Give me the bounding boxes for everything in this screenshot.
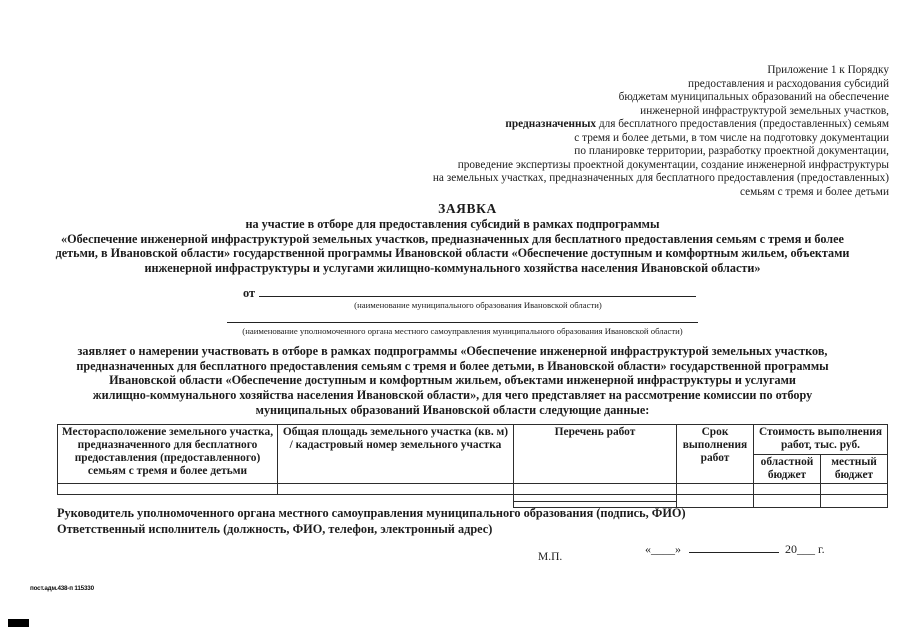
annex-note-line: на земельных участках, предназначенных для бесплатного предоставления (предоставленных) bbox=[432, 172, 889, 184]
col-header-cost-group: Стоимость выполнения работ, тыс. руб. bbox=[754, 425, 888, 455]
col-header-location: Месторасположение земельного участка, предназначенного для бесплатного предоставления (предоставленного) семьям с тремя и более детьми bbox=[58, 425, 278, 484]
subtitle-line: детьми, в Ивановской области» государственной программы Ивановской области «Обеспечение доступным и комфортным жильем, объектами bbox=[55, 246, 850, 261]
empty-cell bbox=[677, 484, 754, 495]
body-line: заявляет о намерении участвовать в отборе в рамках подпрограммы «Обеспечение инженерной инфраструктурой земельных участков, bbox=[77, 344, 828, 358]
scan-artifact-mark bbox=[8, 619, 29, 627]
annex-note-bold-word: предназначенных bbox=[505, 118, 597, 130]
empty-cell bbox=[754, 484, 821, 495]
annex-note bbox=[349, 64, 889, 199]
subtitle-line: на участие в отборе для предоставления субсидий в рамках подпрограммы bbox=[245, 217, 660, 231]
col-header-term: Срок выполнения работ bbox=[677, 425, 754, 484]
empty-cell bbox=[278, 484, 514, 495]
application-data-table bbox=[57, 424, 888, 508]
stamp-placeholder: М.П. bbox=[538, 551, 563, 563]
subtitle-line: инженерной инфраструктуры и услугами жилищно-коммунального хозяйства населения Ивановской области» bbox=[144, 260, 761, 275]
subtitle-paragraph bbox=[20, 217, 885, 275]
signature-executor-line: Ответственный исполнитель (должность, ФИО, телефон, электронный адрес) bbox=[57, 522, 493, 536]
body-line: Ивановской области «Обеспечение доступным и комфортным жильем, объектами инженерной инфраструктуры и услугами bbox=[109, 373, 796, 388]
from-line bbox=[243, 285, 696, 301]
col-header-area: Общая площадь земельного участка (кв. м) / кадастровый номер земельного участка bbox=[278, 425, 514, 484]
date-year: 20___ г. bbox=[785, 542, 825, 556]
body-line: муниципальных образований Ивановской области следующие данные: bbox=[255, 402, 650, 417]
document-title: ЗАЯВКА bbox=[438, 201, 497, 216]
empty-cell bbox=[821, 484, 888, 495]
annex-note-line-rest: для бесплатного предоставления (предоставленных) семьям bbox=[596, 118, 889, 130]
col-header-works: Перечень работ bbox=[514, 425, 677, 484]
signature-head-line: Руководитель уполномоченного органа местного самоуправления муниципального образования (подпись, ФИО) bbox=[57, 506, 686, 520]
document-fine-print: пост.адм.438-п 115330 bbox=[30, 585, 94, 592]
authority-blank-line bbox=[227, 310, 698, 323]
date-line bbox=[645, 541, 825, 557]
annex-note-line: бюджетам муниципальных образований на обеспечение bbox=[618, 91, 889, 103]
subtitle-line: «Обеспечение инженерной инфраструктурой земельных участков, предназначенных для бесплатного предоставления семьям с тремя и более bbox=[61, 231, 844, 246]
municipality-blank-line bbox=[259, 285, 696, 297]
annex-note-line: по планировке территории, разработку проектной документации, bbox=[574, 145, 889, 157]
annex-note-line bbox=[349, 118, 889, 132]
empty-cell bbox=[754, 495, 821, 508]
caption-authority: (наименование уполномоченного органа местного самоуправления муниципального образования Ивановской области) bbox=[242, 326, 683, 336]
annex-note-line: проведение экспертизы проектной документации, создание инженерной инфраструктуры bbox=[457, 158, 889, 171]
annex-note-line: инженерной инфраструктурой земельных участков, bbox=[640, 104, 889, 117]
table-row bbox=[58, 484, 888, 495]
empty-cell bbox=[514, 484, 677, 495]
caption-municipality: (наименование муниципального образования Ивановской области) bbox=[354, 300, 602, 310]
col-header-cost-local: местный бюджет bbox=[821, 455, 888, 484]
date-day-quote: «____» bbox=[645, 542, 681, 556]
from-label: от bbox=[243, 286, 256, 300]
annex-note-line: Приложение 1 к Порядку bbox=[767, 64, 889, 76]
col-header-cost-regional: областной бюджет bbox=[754, 455, 821, 484]
body-line: предназначенных для бесплатного предоставления семьям с тремя и более детьми, в Ивановской области» государственной программы bbox=[76, 358, 829, 373]
empty-cell bbox=[677, 495, 754, 508]
body-paragraph bbox=[25, 344, 880, 418]
annex-note-line: с тремя и более детьми, в том числе на подготовку документации bbox=[574, 131, 889, 144]
empty-cell bbox=[58, 484, 278, 495]
cell-divider bbox=[514, 495, 676, 502]
annex-note-line: семьям с тремя и более детьми bbox=[739, 185, 889, 198]
annex-note-line: предоставления и расходования субсидий bbox=[688, 77, 889, 90]
body-line: жилищно-коммунального хозяйства населения Ивановской области», для чего представляет на рассмотрение комиссии по отбору bbox=[92, 388, 813, 403]
empty-cell bbox=[821, 495, 888, 508]
date-month-blank-line bbox=[689, 541, 779, 553]
